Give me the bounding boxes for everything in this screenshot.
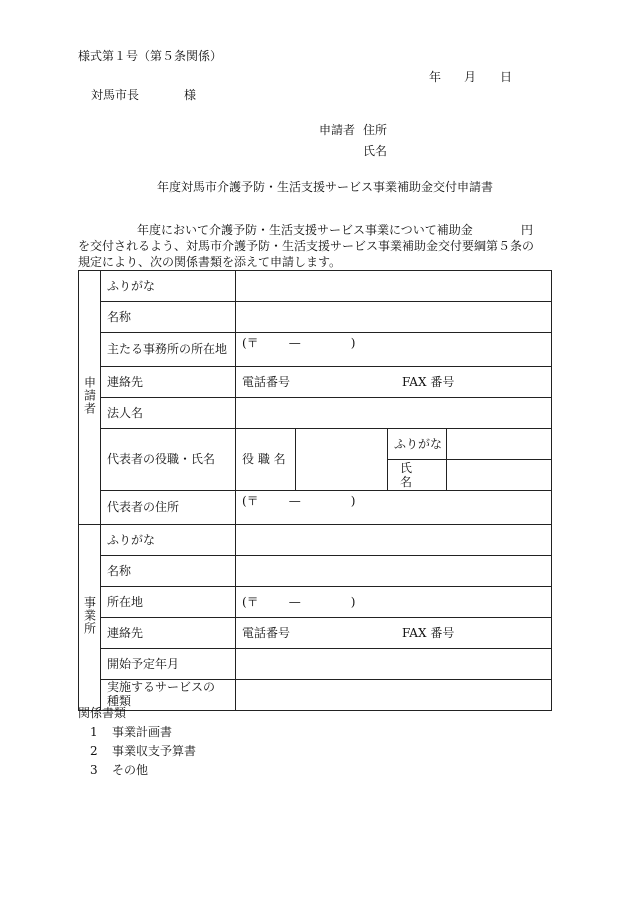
applicant-name-field[interactable] — [236, 302, 552, 333]
office-section-label: 事業所 — [79, 525, 101, 711]
applicant-name-label: 名称 — [101, 302, 236, 333]
main-office-address-field[interactable]: (〒 — ) — [236, 333, 552, 367]
position-field[interactable] — [296, 429, 388, 491]
body-line-3: 規定により、次の関係書類を添えて申請します。 — [78, 255, 342, 269]
addressee: 対馬市長 — [91, 88, 140, 102]
table-row — [79, 367, 552, 398]
applicant-furigana-field[interactable] — [236, 271, 552, 302]
rep-furigana-field[interactable] — [447, 429, 552, 460]
table-row — [79, 649, 552, 680]
applicant-contact-field[interactable]: 電話番号 FAX 番号 — [236, 367, 552, 398]
office-furigana-field[interactable] — [236, 525, 552, 556]
start-date-label: 開始予定年月 — [101, 649, 236, 680]
applicant-contact-label: 連絡先 — [101, 367, 236, 398]
office-contact-label: 連絡先 — [101, 618, 236, 649]
date-month: 月 — [464, 70, 477, 84]
office-location-label: 所在地 — [101, 587, 236, 618]
rep-name-label: 氏 名 — [388, 460, 447, 491]
list-item: 2 事業収支予算書 — [90, 744, 197, 758]
main-office-address-label: 主たる事務所の所在地 — [101, 333, 236, 367]
office-name-label: 名称 — [101, 556, 236, 587]
form-label: 様式第１号（第５条関係） — [78, 49, 223, 63]
table-row — [79, 333, 552, 367]
application-form-table — [78, 270, 552, 711]
list-item: 3 その他 — [90, 763, 149, 777]
representative-address-label: 代表者の住所 — [101, 491, 236, 525]
rep-name-field[interactable] — [447, 460, 552, 491]
corporation-name-field[interactable] — [236, 398, 552, 429]
body-line-1-yen: 円 — [521, 223, 534, 237]
table-row — [79, 680, 552, 711]
office-furigana-label: ふりがな — [101, 525, 236, 556]
document-title: 年度対馬市介護予防・生活支援サービス事業補助金交付申請書 — [157, 180, 494, 194]
service-type-label: 実施するサービスの 種類 — [101, 680, 236, 711]
date-year: 年 — [429, 70, 442, 84]
table-row — [79, 271, 552, 302]
office-location-field[interactable]: (〒 — ) — [236, 587, 552, 618]
rep-furigana-label: ふりがな — [388, 429, 447, 460]
representative-title-name-label: 代表者の役職・氏名 — [101, 429, 236, 491]
table-row — [79, 618, 552, 649]
date-day: 日 — [500, 70, 513, 84]
applicant-section-label: 申請者 — [79, 271, 101, 525]
honorific: 様 — [184, 88, 197, 102]
list-item: 1 事業計画書 — [90, 725, 173, 739]
name-label: 氏名 — [363, 144, 388, 158]
address-label: 住所 — [363, 123, 388, 137]
table-row — [79, 429, 552, 460]
corporation-name-label: 法人名 — [101, 398, 236, 429]
representative-address-field[interactable]: (〒 — ) — [236, 491, 552, 525]
table-row — [79, 587, 552, 618]
service-type-field[interactable] — [236, 680, 552, 711]
table-row — [79, 556, 552, 587]
body-line-1: 年度において介護予防・生活支援サービス事業について補助金 — [137, 223, 473, 237]
table-row — [79, 491, 552, 525]
start-date-field[interactable] — [236, 649, 552, 680]
body-line-2: を交付されるよう、対馬市介護予防・生活支援サービス事業補助金交付要綱第５条の — [78, 239, 535, 253]
applicant-label: 申請者 — [319, 123, 356, 137]
applicant-furigana-label: ふりがな — [101, 271, 236, 302]
table-row — [79, 398, 552, 429]
table-row — [79, 525, 552, 556]
documents-heading: 関係書類 — [78, 706, 127, 720]
office-contact-field[interactable]: 電話番号 FAX 番号 — [236, 618, 552, 649]
position-label: 役 職 名 — [236, 429, 296, 491]
table-row — [79, 302, 552, 333]
office-name-field[interactable] — [236, 556, 552, 587]
